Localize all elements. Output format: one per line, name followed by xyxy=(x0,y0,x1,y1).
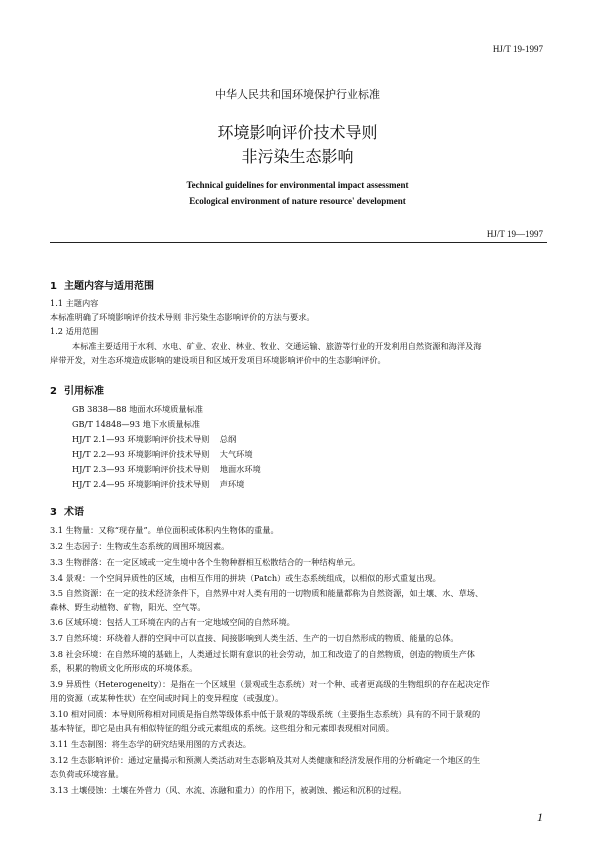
standard-code-top: HJ/T 19-1997 xyxy=(492,44,543,54)
english-title-line-1: Technical guidelines for environmental impact assessment xyxy=(186,180,409,190)
title-line-1: 环境影响评价技术导则 xyxy=(217,123,378,142)
term-line: 3.9 异质性（Heterogeneity）：是指在一个区域里（景观或生态系统）对一个种、或者更高级的生物组织的存在起决定作 xyxy=(50,679,490,689)
section-title: 引用标准 xyxy=(64,386,104,397)
term-line: 基本特征，即它是由具有相似特征的组分或元素组成的系统。这些组分和元素即表现相对同质。 xyxy=(50,723,394,733)
term-line: 3.2 生态因子：生物或生态系统的周围环境因素。 xyxy=(50,541,230,551)
term-line: 3.12 生态影响评价：通过定量揭示和预测人类活动对生态影响及其对人类健康和经济发展作用的分析确定一个地区的生 xyxy=(50,755,481,765)
term-line: 3.10 相对同质：本导则所称相对同质是指自然等级体系中低于景观的等级系统（主要指生态系统）具有的不同于景观的 xyxy=(50,709,481,719)
page-number: 1 xyxy=(537,810,543,824)
title-line-2: 非污染生态影响 xyxy=(241,147,354,166)
english-title-line-2: Ecological environment of nature resource' development xyxy=(189,196,406,206)
term-line: 3.8 社会环境：在自然环境的基础上，人类通过长期有意识的社会劳动，加工和改造了的自然物质，创造的物质生产体 xyxy=(50,649,475,659)
reference-item: HJ/T 2.4—95 环境影响评价技术导则 声环境 xyxy=(72,479,245,489)
section-number: 2 xyxy=(50,386,57,397)
clause-1-2-text-a: 本标准主要适用于水利、水电、矿业、农业、林业、牧业、交通运输、旅游等行业的开发利用自然资源和海洋及海 xyxy=(72,341,482,351)
reference-item: GB 3838—88 地面水环境质量标准 xyxy=(72,404,203,414)
term-line: 3.1 生物量：又称“现存量”。单位面积或体积内生物体的重量。 xyxy=(50,525,279,535)
term-line: 用的资源（或某种性状）在空间或时间上的变异程度（或强度）。 xyxy=(50,693,284,703)
section-title: 术语 xyxy=(64,507,84,518)
section-2-heading xyxy=(50,382,104,397)
clause-1-1-text: 本标准明确了环境影响评价技术导则 非污染生态影响评价的方法与要求。 xyxy=(50,312,315,322)
term-line: 3.11 生态制图：将生态学的研究结果用图的方式表达。 xyxy=(50,739,251,749)
term-line: 3.6 区域环境：包括人工环境在内的占有一定地域空间的自然环境。 xyxy=(50,617,295,627)
section-number: 1 xyxy=(50,281,57,292)
section-number: 3 xyxy=(50,507,57,518)
header-rule xyxy=(50,242,547,243)
clause-1-1: 1.1 主题内容 xyxy=(50,298,99,308)
clause-1-2-text-b: 岸带开发，对生态环境造成影响的建设项目和区域开发项目环境影响评价中的生态影响评价。 xyxy=(50,355,386,365)
term-line: 森林、野生动植物、矿物，阳光、空气等。 xyxy=(50,602,206,612)
term-line: 态负荷或环境容量。 xyxy=(50,769,124,779)
term-line: 3.13 土壤侵蚀：土壤在外营力（风、水流、冻融和重力）的作用下，被剥蚀、搬运和沉积的过程。 xyxy=(50,785,407,795)
reference-item: HJ/T 2.2—93 环境影响评价技术导则 大气环境 xyxy=(72,449,253,459)
standard-code: HJ/T 19—1997 xyxy=(486,229,543,239)
term-line: 3.3 生物群落：在一定区域或一定生境中各个生物种群相互松散结合的一种结构单元。 xyxy=(50,557,361,567)
section-3-heading xyxy=(50,503,84,518)
section-1-heading xyxy=(50,277,154,292)
section-title: 主题内容与适用范围 xyxy=(64,281,154,292)
term-line: 3.5 自然资源：在一定的技术经济条件下，自然界中对人类有用的一切物质和能量都称为自然资源，如土壤、水、草场、 xyxy=(50,588,484,598)
reference-item: HJ/T 2.3—93 环境影响评价技术导则 地面水环境 xyxy=(72,464,261,474)
clause-1-2: 1.2 适用范围 xyxy=(50,326,99,336)
organization-name: 中华人民共和国环境保护行业标准 xyxy=(215,88,380,101)
term-line: 3.7 自然环境：环绕着人群的空间中可以直接、间接影响到人类生活、生产的一切自然形成的物质、能量的总体。 xyxy=(50,633,459,643)
term-line: 3.4 景观：一个空间异质性的区域，由相互作用的拼块（Patch）或生态系统组成，以相似的形式重复出现。 xyxy=(50,573,441,583)
reference-item: GB/T 14848—93 地下水质量标准 xyxy=(72,419,200,429)
reference-item: HJ/T 2.1—93 环境影响评价技术导则 总纲 xyxy=(72,434,237,444)
term-line: 系，积累的物质文化所形成的环境体系。 xyxy=(50,663,198,673)
